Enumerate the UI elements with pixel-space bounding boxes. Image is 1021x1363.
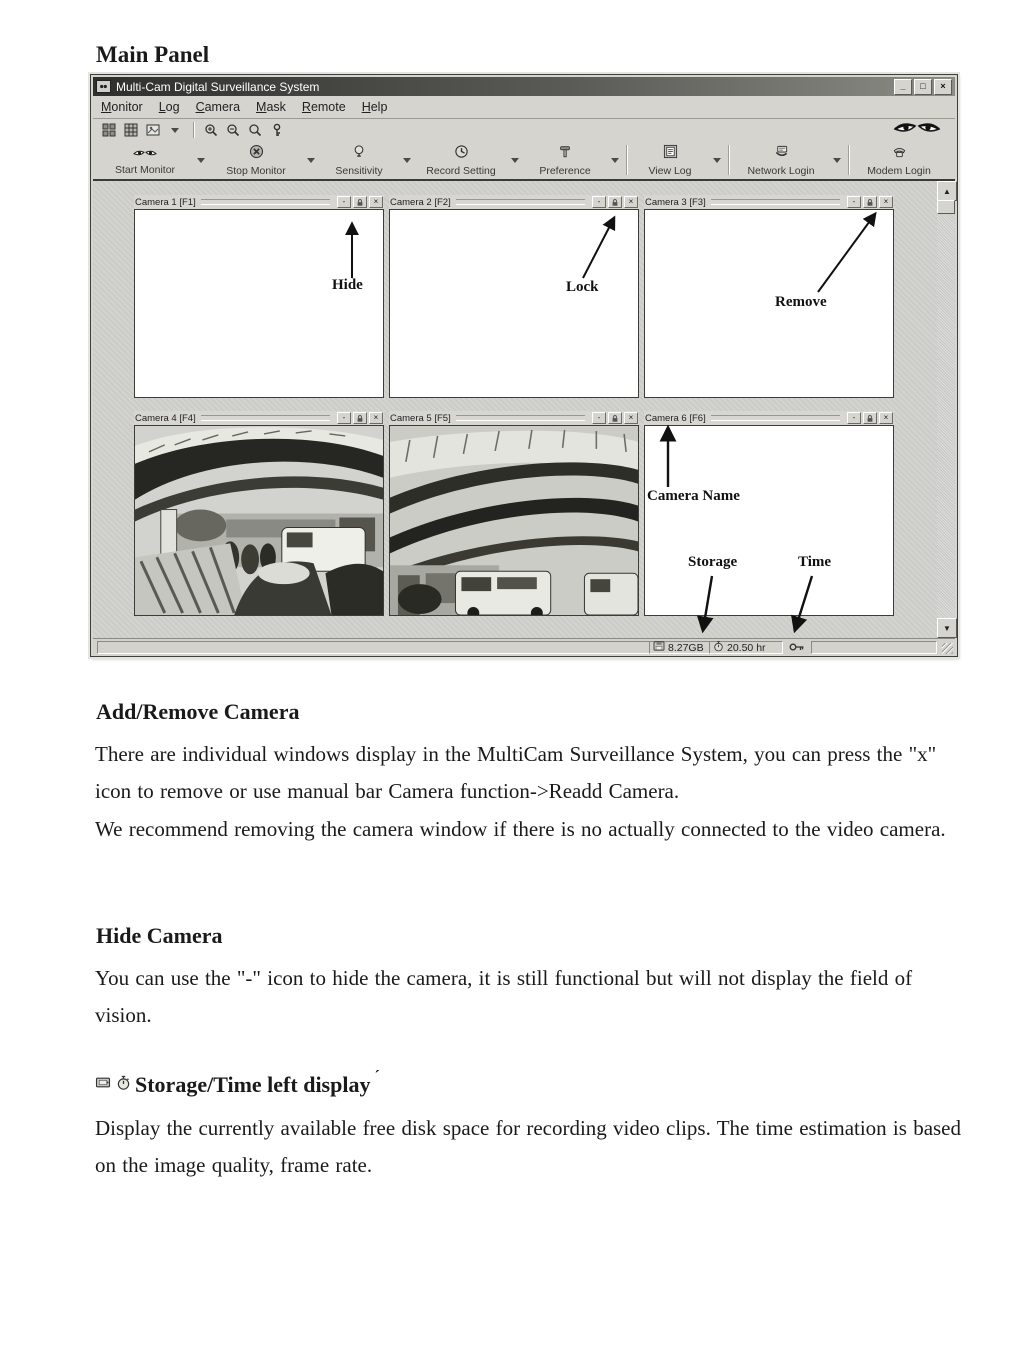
stop-circle-icon [249, 144, 264, 164]
remove-callout-label: Remove [775, 294, 827, 310]
app-icon [96, 80, 111, 93]
phone-icon [892, 144, 907, 164]
page-title: Main Panel [96, 42, 210, 67]
camera-view-live-video [134, 425, 384, 616]
matrix-view-grid-icon[interactable] [121, 121, 141, 139]
camera-window-4 [134, 411, 384, 616]
lock-camera-button[interactable] [353, 412, 367, 424]
toolbar-separator [193, 122, 195, 138]
header-line [456, 199, 585, 205]
camera-name-label: Camera 3 [F3] [645, 196, 706, 208]
hide-camera-button[interactable]: - [847, 196, 861, 208]
tools-icon [558, 144, 572, 164]
title-bar [93, 77, 955, 96]
menu-remote[interactable]: Remote [301, 100, 346, 114]
stop-monitor-dropdown-icon[interactable] [303, 141, 319, 179]
section-paragraph: There are individual windows display in the MultiCam Surveillance System, you can press the "x" icon to remove or use manual bar Camera function->Readd Camera. [95, 742, 937, 803]
window-title: Multi-Cam Digital Surveillance System [116, 79, 320, 94]
camera-header[interactable] [389, 411, 639, 425]
buttonbar-separator [728, 145, 730, 175]
storage-callout-label: Storage [688, 554, 738, 570]
time-callout-label: Time [798, 554, 832, 570]
menu-mask[interactable]: Mask [256, 100, 286, 114]
camera-header[interactable] [134, 411, 384, 425]
eyes-icon [133, 145, 157, 163]
key-icon[interactable] [267, 121, 287, 139]
hide-camera-button[interactable]: - [592, 196, 606, 208]
camera-window-1 [134, 195, 384, 398]
view-log-dropdown-icon[interactable] [709, 141, 725, 179]
remove-camera-button[interactable]: × [879, 412, 893, 424]
remove-camera-button[interactable]: × [879, 196, 893, 208]
camera-view-empty [644, 425, 894, 616]
vertical-scrollbar[interactable] [937, 181, 955, 638]
menu-bar [93, 96, 955, 119]
start-monitor-dropdown-icon[interactable] [193, 141, 209, 179]
resize-grip[interactable] [942, 643, 953, 654]
hide-camera-button[interactable]: - [337, 196, 351, 208]
lock-camera-button[interactable] [863, 196, 877, 208]
lock-camera-button[interactable] [608, 412, 622, 424]
camera-window-3 [644, 195, 894, 398]
lock-camera-button[interactable] [608, 196, 622, 208]
eyes-logo-icon [893, 120, 941, 140]
camera-view-empty [134, 209, 384, 398]
start-monitor-button[interactable]: Start Monitor [97, 141, 193, 179]
camera-window-6 [644, 411, 894, 616]
zoom-normal-icon[interactable] [245, 121, 265, 139]
scrollbar-thumb[interactable] [937, 200, 955, 214]
section-heading-storage-time: Storage/Time left display ´ [94, 1072, 380, 1098]
camera-header[interactable] [389, 195, 639, 209]
storage-value: 8.27GB [668, 641, 704, 654]
view-log-button[interactable]: View Log [631, 141, 709, 179]
clock-icon [454, 144, 469, 164]
remove-camera-button[interactable]: × [369, 412, 383, 424]
log-document-icon [663, 144, 678, 164]
remove-camera-button[interactable]: × [624, 412, 638, 424]
camera-name-label: Camera 2 [F2] [390, 196, 451, 208]
camera-view-empty [389, 209, 639, 398]
modem-login-button[interactable]: Modem Login [853, 141, 945, 179]
camera-window-2 [389, 195, 639, 398]
stopwatch-icon [713, 640, 724, 655]
preference-button[interactable]: Preference [523, 141, 607, 179]
header-line [201, 415, 330, 421]
section-paragraph: We recommend removing the camera window if there is no actually connected to the video camera. [95, 817, 946, 841]
main-button-bar [93, 141, 955, 179]
header-line [711, 415, 840, 421]
hide-callout-label: Hide [332, 277, 363, 293]
disk-icon [94, 1076, 112, 1094]
remove-camera-button[interactable]: × [624, 196, 638, 208]
header-line [456, 415, 585, 421]
hide-camera-button[interactable]: - [847, 412, 861, 424]
network-login-button[interactable]: Network Login [733, 141, 829, 179]
icon-toolbar [93, 119, 955, 142]
multi-view-grid-icon[interactable] [99, 121, 119, 139]
camera-view-empty [644, 209, 894, 398]
lock-callout-label: Lock [566, 279, 599, 295]
stop-monitor-button[interactable]: Stop Monitor [209, 141, 303, 179]
storage-status-panel [649, 641, 711, 654]
record-setting-dropdown-icon[interactable] [507, 141, 523, 179]
scroll-down-icon[interactable]: ▼ [937, 618, 957, 638]
sensitivity-button[interactable]: Sensitivity [319, 141, 399, 179]
disk-icon [653, 641, 665, 654]
preference-dropdown-icon[interactable] [607, 141, 623, 179]
camera-header[interactable] [644, 195, 894, 209]
menu-log[interactable]: Log [158, 100, 180, 114]
buttonbar-separator [848, 145, 850, 175]
lock-camera-button[interactable] [353, 196, 367, 208]
hide-camera-button[interactable]: - [592, 412, 606, 424]
menu-monitor[interactable]: Monitor [101, 100, 143, 114]
maximize-button[interactable]: □ [914, 79, 932, 95]
lock-camera-button[interactable] [863, 412, 877, 424]
key-icon [789, 642, 805, 655]
sensitivity-dropdown-icon[interactable] [399, 141, 415, 179]
time-value: 20.50 hr [727, 641, 766, 654]
camera-name-label: Camera 1 [F1] [135, 196, 196, 208]
menu-camera[interactable]: Camera [195, 100, 241, 114]
record-setting-button[interactable]: Record Setting [415, 141, 507, 179]
remove-camera-button[interactable]: × [369, 196, 383, 208]
buttonbar-separator [626, 145, 628, 175]
camera-header[interactable] [134, 195, 384, 209]
scroll-up-icon[interactable]: ▲ [937, 181, 957, 201]
section-paragraph: You can use the "-" icon to hide the camera, it is still functional but will not display the field of vision. [95, 966, 913, 1027]
camera-header[interactable] [644, 411, 894, 425]
time-status-panel [709, 641, 783, 654]
camera-window-5 [389, 411, 639, 616]
camera-name-label: Camera 5 [F5] [390, 412, 451, 424]
zoom-in-icon[interactable] [201, 121, 221, 139]
camera-name-label: Camera 4 [F4] [135, 412, 196, 424]
hide-camera-button[interactable]: - [337, 412, 351, 424]
stopwatch-icon [116, 1074, 131, 1096]
network-login-dropdown-icon[interactable] [829, 141, 845, 179]
section-paragraph: Display the currently available free disk space for recording video clips. The time estimation is based on the image quality, frame rate. [95, 1116, 962, 1177]
bulb-icon [352, 144, 366, 164]
camera-view-live-video [389, 425, 639, 616]
camera-name-callout-label: Camera Name [647, 488, 740, 504]
zoom-out-icon[interactable] [223, 121, 243, 139]
camera-grid [134, 195, 894, 616]
hand-card-icon [774, 144, 789, 164]
header-line [201, 199, 330, 205]
header-line [711, 199, 840, 205]
layout-dropdown-arrow-icon[interactable] [165, 121, 185, 139]
screen-layout-icon[interactable] [143, 121, 163, 139]
close-button[interactable]: × [934, 79, 952, 95]
status-extra-panel [811, 641, 937, 654]
camera-name-label: Camera 6 [F6] [645, 412, 706, 424]
menu-help[interactable]: Help [361, 100, 388, 114]
section-heading-hide-camera: Hide Camera [96, 923, 223, 948]
section-heading-add-remove-camera: Add/Remove Camera [96, 699, 300, 724]
minimize-button[interactable]: _ [894, 79, 912, 95]
status-message-panel [97, 641, 650, 654]
status-bar [93, 638, 955, 655]
